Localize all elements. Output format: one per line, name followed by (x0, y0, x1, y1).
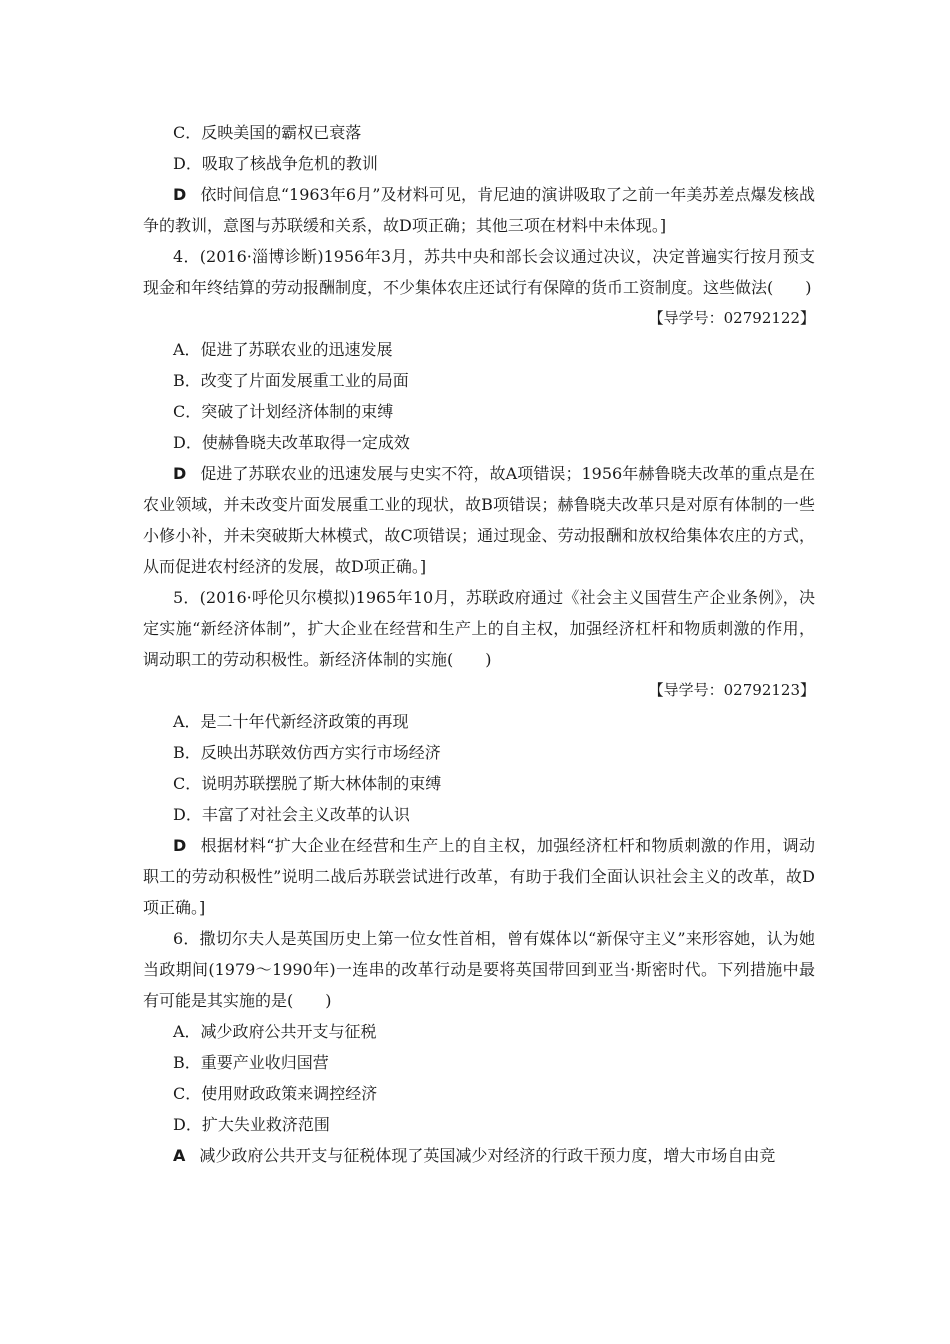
q5-answer-text: 根据材料“扩大企业在经营和生产上的自主权，加强经济杠杆和物质刺激的作用，调动职工的劳动积极性”说明二战后苏联尝试进行改革，有助于我们全面认识社会主义的改革，故D项正确。] (143, 836, 815, 917)
q5-option-c: C．说明苏联摆脱了斯大林体制的束缚 (173, 774, 442, 793)
q3-answer-text: 依时间信息“1963年6月”及材料可见，肯尼迪的演讲吸取了之前一年美苏差点爆发核战争的教训，意图与苏联缓和关系，故D项正确；其他三项在材料中未体现。] (143, 185, 815, 235)
q5-stem: 5．(2016·呼伦贝尔模拟)1965年10月，苏联政府通过《社会主义国营生产企业条例》，决定实施“新经济体制”，扩大企业在经营和生产上的自主权，加强经济杠杆和物质刺激的作用，调动职工的劳动积极性。新经济体制的实施( ) (143, 588, 815, 669)
q6-answer-text: 减少政府公共开支与征税体现了英国减少对经济的行政干预力度，增大市场自由竞 (199, 1146, 776, 1165)
q3-answer (143, 179, 815, 241)
q6-option-c: C．使用财政政策来调控经济 (173, 1084, 378, 1103)
q4-answer-text: 促进了苏联农业的迅速发展与史实不符，故A项错误；1956年赫鲁晓夫改革的重点是在农业领域，并未改变片面发展重工业的现状，故B项错误；赫鲁晓夫改革只是对原有体制的一些小修小补，并未突破斯大林模式，故C项错误；通过现金、劳动报酬和放权给集体农庄的方式，从而促进农村经济的发展，故D项正确。] (143, 464, 815, 576)
q3-option-c: C．反映美国的霸权已衰落 (173, 123, 362, 142)
q5-option-a: A．是二十年代新经济政策的再现 (173, 712, 409, 731)
q6-answer-letter: A (173, 1146, 186, 1165)
q6-answer (143, 1140, 815, 1171)
q4-option-c: C．突破了计划经济体制的束缚 (173, 402, 394, 421)
q6-option-b: B．重要产业收归国营 (173, 1053, 329, 1072)
q5-answer-letter: D (173, 836, 187, 855)
q5-option-d: D．丰富了对社会主义改革的认识 (173, 805, 410, 824)
q4-option-d: D．使赫鲁晓夫改革取得一定成效 (173, 433, 410, 452)
q6-option-a: A．减少政府公共开支与征税 (173, 1022, 377, 1041)
q5-answer (143, 830, 815, 923)
q4-option-b: B．改变了片面发展重工业的局面 (173, 371, 409, 390)
q4-stem: 4．(2016·淄博诊断)1956年3月，苏共中央和部长会议通过决议，决定普遍实行按月预支现金和年终结算的劳动报酬制度，不少集体农庄还试行有保障的货币工资制度。这些做法( ) (143, 247, 815, 297)
q3-option-d: D．吸取了核战争危机的教训 (173, 154, 378, 173)
q6-option-d: D．扩大失业救济范围 (173, 1115, 330, 1134)
q4-option-a: A．促进了苏联农业的迅速发展 (173, 340, 393, 359)
q5-guide-number: 【导学号：02792123】 (648, 681, 815, 699)
q5-option-b: B．反映出苏联效仿西方实行市场经济 (173, 743, 441, 762)
q3-answer-letter: D (173, 185, 187, 204)
q4-answer-letter: D (173, 464, 187, 483)
q4-answer (143, 458, 815, 582)
q6-stem: 6．撒切尔夫人是英国历史上第一位女性首相，曾有媒体以“新保守主义”来形容她，认为她当政期间(1979～1990年)一连串的改革行动是要将英国带回到亚当·斯密时代。下列措施中最有可能是其实施的是( ) (143, 929, 815, 1010)
page-content (143, 117, 815, 1171)
q4-guide-number: 【导学号：02792122】 (648, 309, 815, 327)
